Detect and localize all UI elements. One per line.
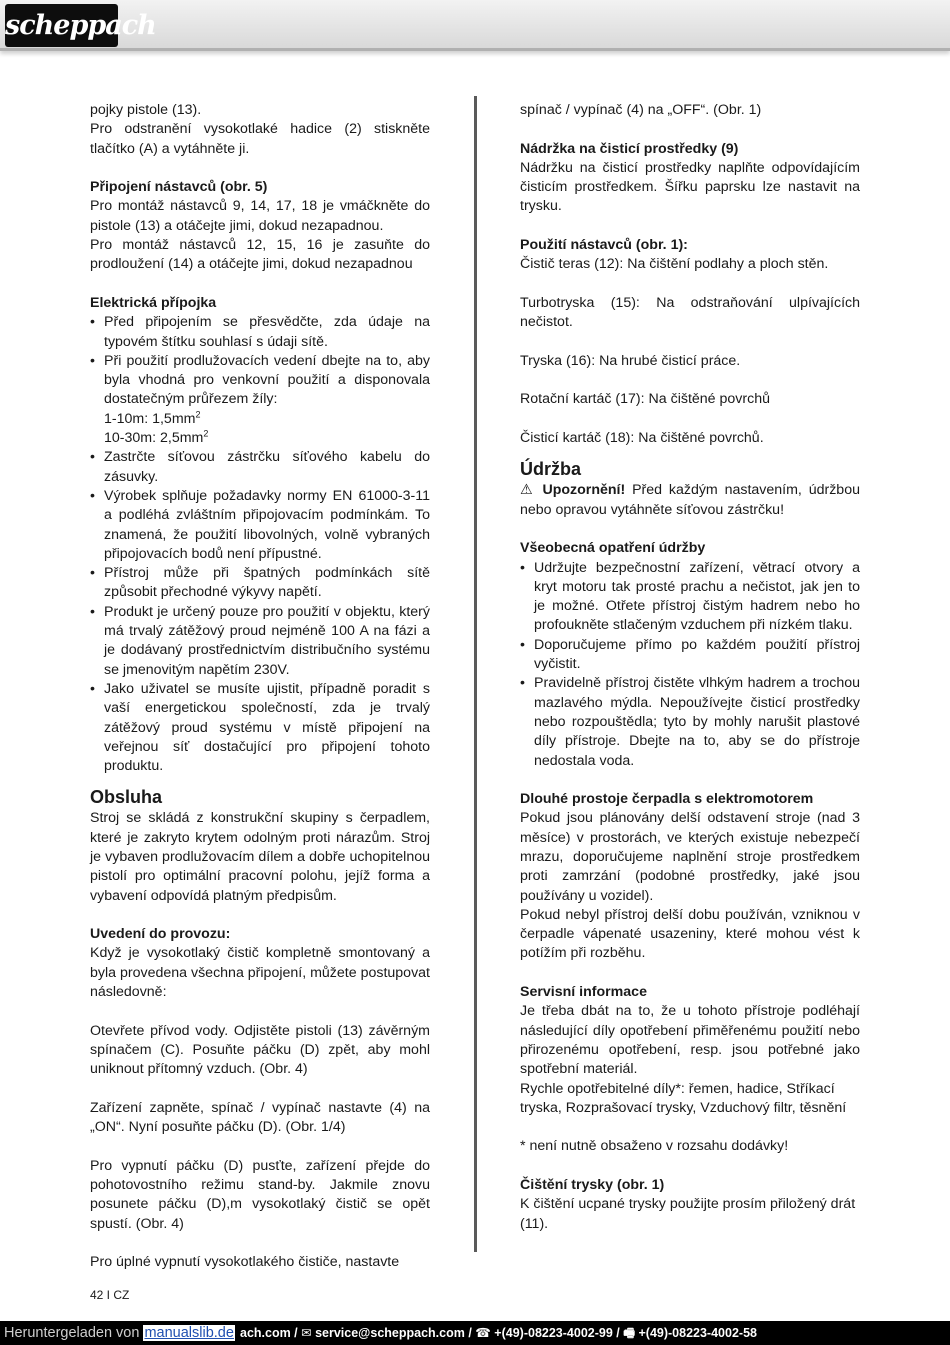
column-divider (474, 96, 477, 1252)
section-heading: Čištění trysky (obr. 1) (520, 1177, 665, 1194)
warning-paragraph: ⚠ Upozornění! Před každým nastavením, údržbou nebo opravou vytáhněte síťovou zástrčku! (520, 482, 860, 518)
paragraph: pojky pistole (13). (90, 102, 202, 118)
paragraph: Pro montáž nástavců 9, 14, 17, 18 je vmáčkněte do pistole (13) a otáčejte jimi, dokud nezapadnou. (90, 198, 430, 234)
download-notice: Heruntergeladen von manualslib.de (4, 1325, 234, 1341)
paragraph: Rotační kartáč (17): Na čištěné povrchů (520, 391, 770, 408)
left-column (90, 101, 430, 1273)
paragraph: Stroj se skládá z konstrukční skupiny s čerpadlem, které je zakryto krytem odolným proti nárazům. Stroj je vybaven prodlužovacím dílem a dobře uchopitelnou pistolí pro optimální pracovní polohu, jejíž forma a vybavení odpovídá platným předpisům. (90, 810, 430, 904)
section-heading: Všeobecná opatření údržby (520, 540, 706, 557)
warning-icon: ⚠ (520, 482, 536, 499)
section-heading: Použití nástavců (obr. 1): (520, 237, 688, 254)
header-bar (0, 0, 950, 51)
paragraph: Pro vypnutí páčku (D) pusťte, zařízení přejde do pohotovostního režimu stand-by. Jakmile znovu posunete páčku (D),m vysokotlaký čistič se opět spustí. (Obr. 4) (90, 1157, 430, 1232)
paragraph: Když je vysokotlaký čistič kompletně smontovaný a byla provedena všechna připojení, můžete postupovat následovně: (90, 945, 430, 1001)
footer-contact: ach.com / ✉ service@scheppach.com / ☎ +(49)-08223-4002-99 / 🖷 +(49)-08223-4002-58 (240, 1326, 757, 1340)
bullet-list (520, 559, 860, 771)
footer-bar (0, 1321, 950, 1345)
section-heading: Servisní informace (520, 984, 647, 1001)
section-heading: Dlouhé prostoje čerpadla s elektromotorem (520, 791, 814, 808)
paragraph: Čistič teras (12): Na čištění podlahy a ploch stěn. (520, 256, 829, 273)
paragraph: Pokud jsou plánovány delší odstavení stroje (nad 3 měsíce) v prostorách, ve kterých existuje nebezpečí mrazu, doporučujeme naplnění stroje prostředkem proti zamrzání (podobné prostředky, jaké jsou používány u vozidel). (520, 810, 860, 904)
brand-logo: scheppach (5, 4, 118, 47)
section-heading: Připojení nástavců (obr. 5) (90, 179, 268, 196)
list-item: • Pravidelně přístroj čistěte vlhkým hadrem a trochou mazlavého mýdla. Nepoužívejte čisticí prostředky nebo rozpouštědla; tyto by mohly narušit plastové díly přístroje. Dbejte na to, aby se do přístroje nedostala voda. (520, 674, 860, 770)
list-item: • Přístroj může při špatných podmínkách sítě způsobit přechodné výkyvy napětí. (90, 564, 430, 603)
paragraph: Tryska (16): Na hrubé čisticí práce. (520, 352, 741, 369)
section-heading: Uvedení do provozu: (90, 926, 231, 943)
list-item: • Před připojením se přesvědčte, zda údaje na typovém štítku souhlasí s údaji sítě. (90, 313, 430, 352)
paragraph: Nádržku na čisticí prostředky naplňte odpovídajícím čisticím prostředkem. Šířku paprsku lze nastavit na trysku. (520, 159, 860, 215)
section-title: Obsluha (90, 787, 163, 808)
list-item: • Udržujte bezpečnostní zařízení, větrací otvory a kryt motoru tak prosté prachu a nečistot, jak jen to je možné. Otřete přístroj čistým hadrem nebo ho profoukněte stlačeným vzduchem při nízkém tlaku. (520, 559, 860, 636)
right-column (520, 101, 860, 1234)
list-item: • Výrobek splňuje požadavky normy EN 61000-3-11 a podléhá zvláštním připojovacím podmínkám. To znamená, že použití libovolných, volně vybraných připojovacích bodů není přípustné. (90, 487, 430, 564)
paragraph: Čisticí kartáč (18): Na čištěné povrchů. (520, 430, 764, 447)
paragraph: Pokud nebyl přístroj delší dobu používán, vzniknou v čerpadle vápenaté usazeniny, které mohou vést k potížím při rozběhu. (520, 906, 860, 962)
paragraph: Pro montáž nástavců 12, 15, 16 je zasuňte do prodloužení (14) a otáčejte jimi, dokud nezapadnou (90, 237, 430, 273)
paragraph: * není nutně obsaženo v rozsahu dodávky! (520, 1138, 789, 1155)
list-item: • Zastrčte síťovou zástrčku síťového kabelu do zásuvky. (90, 448, 430, 487)
manualslib-link[interactable]: manualslib.de (144, 1325, 234, 1341)
paragraph: Zařízení zapněte, spínač / vypínač nastavte (4) na „ON“. Nyní posuňte páčku (D). (Obr. 1/4) (90, 1099, 430, 1136)
bullet-list (90, 313, 430, 776)
section-heading: Nádržka na čisticí prostředky (9) (520, 140, 739, 157)
paragraph: K čištění ucpané trysky použijte prosím přiložený drát (11). (520, 1196, 856, 1232)
list-item: • Jako uživatel se musíte ujistit, případně poradit s vaší energetickou společností, zda je trvalý zátěžový proud systému v místě připojení na veřejnou síť dostačující pro připojení tohoto produktu. (90, 680, 430, 776)
paragraph: Je třeba dbát na to, že u tohoto přístroje podléhají následující díly opotřebení přiměřenému použití nebo přirozenému opotřebení, resp. jsou potřebné jako spotřební materiál. (520, 1003, 860, 1078)
page-number: 42 I CZ (90, 1288, 130, 1302)
list-item: • Při použití prodlužovacích vedení dbejte na to, aby byla vhodná pro venkovní použití a disponovala dostatečným průřezem žíly: 1-10m: $1,5mm^2$ 10-30m: $2,5mm^2$ (90, 352, 430, 448)
paragraph: Turbotryska (15): Na odstraňování ulpívajících nečistot. (520, 294, 860, 331)
paragraph: Pro úplné vypnutí vysokotlakého čističe, nastavte (90, 1254, 400, 1271)
paragraph: Otevřete přívod vody. Odjistěte pistoli (13) závěrným spínačem (C). Posuňte páčku (D) zpět, aby mohl uniknout přítomný vzduch. (Obr. 4) (90, 1022, 430, 1078)
section-title: Údržba (520, 459, 582, 480)
paragraph: Rychle opotřebitelné díly*: řemen, hadice, Stříkací tryska, Rozprašovací trysky, Vzduchový filtr, těsnění (520, 1080, 847, 1116)
list-item: • Doporučujeme přímo po každém použití přístroj vyčistit. (520, 636, 860, 675)
section-heading: Elektrická přípojka (90, 294, 217, 311)
list-item: • Produkt je určený pouze pro použití v objektu, který má trvalý zátěžový proud nejméně 100 A na fázi a je dodávaný prostřednictvím distribučního systému se jmenovitým napětím 230V. (90, 603, 430, 680)
warning-label: Upozornění! (542, 482, 626, 499)
paragraph: Pro odstranění vysokotlaké hadice (2) stiskněte tlačítko (A) a vytáhněte ji. (90, 121, 430, 157)
paragraph: spínač / vypínač (4) na „OFF“. (Obr. 1) (520, 102, 762, 118)
